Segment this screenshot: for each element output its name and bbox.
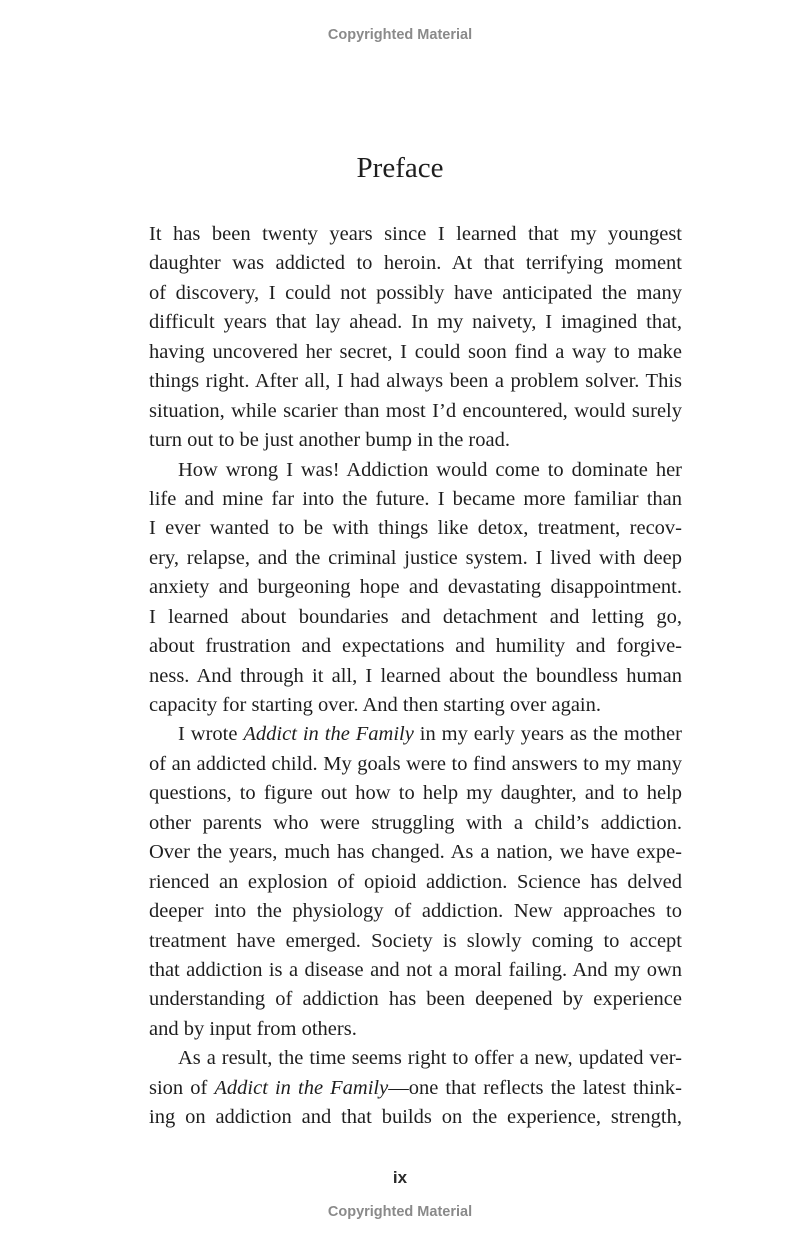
- text-span: —one that reflects the latest think-: [388, 1076, 683, 1099]
- text-line: [149, 1074, 682, 1103]
- copyright-watermark-bottom: Copyrighted Material: [327, 1204, 473, 1220]
- text-line: of an addicted child. My goals were to find answers to my many: [149, 752, 682, 775]
- text-line: things right. After all, I had always been a problem solver. This: [149, 370, 682, 393]
- text-line: of discovery, I could not possibly have anticipated the many: [149, 281, 682, 304]
- copyright-watermark-top: Copyrighted Material: [327, 27, 473, 43]
- text-line: capacity for starting over. And then starting over again.: [149, 694, 602, 716]
- text-line: [149, 720, 682, 749]
- text-line: I learned about boundaries and detachment and letting go,: [149, 605, 682, 628]
- page-number: ix: [392, 1168, 408, 1187]
- text-line: about frustration and expectations and humility and forgive-: [149, 635, 682, 658]
- text-line: rienced an explosion of opioid addiction. Science has delved: [149, 870, 682, 893]
- text-line: anxiety and burgeoning hope and devastating disappointment.: [149, 576, 682, 599]
- text-line: questions, to figure out how to help my daughter, and to help: [149, 782, 682, 805]
- text-line: life and mine far into the future. I became more familiar than: [149, 487, 682, 510]
- text-line: understanding of addiction has been deepened by experience: [149, 988, 682, 1011]
- paragraph-3: [149, 720, 682, 1044]
- text-line: deeper into the physiology of addiction. New approaches to: [149, 900, 682, 923]
- text-line: difficult years that lay ahead. In my naivety, I imagined that,: [149, 311, 682, 334]
- text-line: ing on addiction and that builds on the experience, strength,: [149, 1106, 682, 1129]
- text-line: It has been twenty years since I learned that my youngest: [149, 223, 682, 245]
- body-text: [149, 220, 682, 1133]
- text-line: As a result, the time seems right to offer a new, updated ver-: [178, 1047, 682, 1070]
- paragraph-2: [149, 456, 682, 721]
- paragraph-1: [149, 220, 682, 456]
- text-line: ness. And through it all, I learned about the boundless human: [149, 664, 682, 687]
- text-line: other parents who were struggling with a child’s addiction.: [149, 811, 682, 834]
- chapter-title: Preface: [356, 152, 444, 184]
- text-line: daughter was addicted to heroin. At that terrifying moment: [149, 252, 682, 275]
- text-line: I ever wanted to be with things like detox, treatment, recov-: [149, 517, 682, 540]
- text-span: I wrote: [178, 723, 244, 746]
- text-line: ery, relapse, and the criminal justice system. I lived with deep: [149, 546, 682, 569]
- text-line: treatment have emerged. Society is slowly coming to accept: [149, 929, 682, 952]
- text-line: having uncovered her secret, I could soon find a way to make: [149, 340, 682, 363]
- text-line: that addiction is a disease and not a moral failing. And my own: [149, 958, 682, 981]
- text-line: How wrong I was! Addiction would come to dominate her: [178, 458, 682, 481]
- text-line: Over the years, much has changed. As a nation, we have expe-: [149, 841, 682, 864]
- text-span: in my early years as the mother: [413, 723, 682, 746]
- book-title-italic: Addict in the Family: [243, 723, 414, 746]
- text-span: sion of: [149, 1076, 215, 1099]
- text-line: situation, while scarier than most I’d encountered, would surely: [149, 399, 682, 422]
- text-line: turn out to be just another bump in the road.: [149, 429, 510, 452]
- paragraph-4: [149, 1044, 682, 1132]
- book-title-italic: Addict in the Family: [214, 1076, 389, 1099]
- text-line: and by input from others.: [149, 1017, 357, 1040]
